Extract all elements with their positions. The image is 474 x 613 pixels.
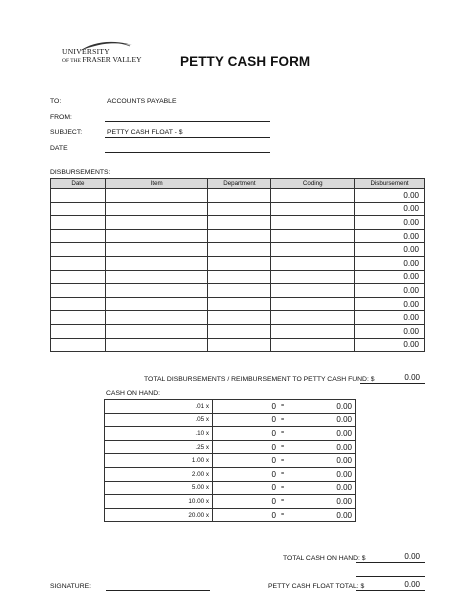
item-cell[interactable] — [105, 216, 208, 230]
disbursement-cell[interactable]: 0.00 — [355, 256, 425, 270]
denomination-cell: .25 x — [105, 440, 213, 454]
count-cell[interactable]: 0 — [213, 400, 280, 414]
department-cell[interactable] — [208, 243, 271, 257]
disbursement-row — [51, 338, 425, 352]
university-logo — [60, 42, 142, 68]
disbursement-row — [51, 256, 425, 270]
total-cash-on-hand-label: TOTAL CASH ON HAND: $ — [283, 555, 366, 562]
equals-cell: = — [279, 495, 295, 509]
total-disbursements-line — [360, 383, 425, 384]
disbursement-row — [51, 229, 425, 243]
cash-on-hand-table — [104, 399, 356, 522]
from-field[interactable] — [105, 121, 270, 122]
amount-cell: 0.00 — [295, 508, 356, 522]
department-cell[interactable] — [208, 256, 271, 270]
col-header-date: Date — [51, 179, 106, 189]
item-cell[interactable] — [105, 284, 208, 298]
disbursement-cell[interactable]: 0.00 — [355, 270, 425, 284]
department-cell[interactable] — [208, 311, 271, 325]
disbursement-cell[interactable]: 0.00 — [355, 297, 425, 311]
count-cell[interactable]: 0 — [213, 481, 280, 495]
denomination-cell: .01 x — [105, 400, 213, 414]
date-cell[interactable] — [51, 270, 106, 284]
total-cash-on-hand-line — [356, 562, 425, 563]
item-cell[interactable] — [105, 243, 208, 257]
amount-cell: 0.00 — [295, 413, 356, 427]
coding-cell[interactable] — [271, 324, 355, 338]
cash-row — [105, 508, 356, 522]
denomination-cell: 20.00 x — [105, 508, 213, 522]
disbursements-header-row — [51, 179, 425, 189]
item-cell[interactable] — [105, 256, 208, 270]
item-cell[interactable] — [105, 229, 208, 243]
cash-row — [105, 495, 356, 509]
disbursement-row — [51, 189, 425, 203]
float-total-top-line — [356, 576, 425, 577]
count-cell[interactable]: 0 — [213, 454, 280, 468]
coding-cell[interactable] — [271, 189, 355, 203]
equals-cell: = — [279, 481, 295, 495]
equals-cell: = — [279, 440, 295, 454]
amount-cell: 0.00 — [295, 454, 356, 468]
disbursement-row — [51, 202, 425, 216]
equals-cell: = — [279, 508, 295, 522]
signature-label: SIGNATURE: — [50, 583, 92, 590]
department-cell[interactable] — [208, 284, 271, 298]
item-cell[interactable] — [105, 324, 208, 338]
disbursement-cell[interactable]: 0.00 — [355, 338, 425, 352]
denomination-cell: 5.00 x — [105, 481, 213, 495]
signature-field[interactable] — [106, 590, 210, 591]
amount-cell: 0.00 — [295, 400, 356, 414]
col-header-disbursement: Disbursement — [355, 179, 425, 189]
disbursements-label: DISBURSEMENTS: — [50, 169, 111, 176]
disbursement-cell[interactable]: 0.00 — [355, 284, 425, 298]
date-cell[interactable] — [51, 202, 106, 216]
item-cell[interactable] — [105, 311, 208, 325]
disbursement-cell[interactable]: 0.00 — [355, 189, 425, 203]
date-cell[interactable] — [51, 189, 106, 203]
cash-on-hand-label: CASH ON HAND: — [106, 390, 161, 397]
cash-row — [105, 400, 356, 414]
date-cell[interactable] — [51, 256, 106, 270]
col-header-coding: Coding — [271, 179, 355, 189]
total-disbursements-label: TOTAL DISBURSEMENTS / REIMBURSEMENT TO PETTY CASH FUND: $ — [144, 376, 375, 383]
disbursement-row — [51, 243, 425, 257]
disbursement-row — [51, 324, 425, 338]
count-cell[interactable]: 0 — [213, 427, 280, 441]
cash-row — [105, 440, 356, 454]
item-cell[interactable] — [105, 202, 208, 216]
float-total-line — [356, 590, 425, 591]
equals-cell: = — [279, 413, 295, 427]
amount-cell: 0.00 — [295, 467, 356, 481]
department-cell[interactable] — [208, 338, 271, 352]
subject-label: SUBJECT: — [50, 129, 83, 136]
department-cell[interactable] — [208, 324, 271, 338]
coding-cell[interactable] — [271, 229, 355, 243]
equals-cell: = — [279, 454, 295, 468]
coding-cell[interactable] — [271, 297, 355, 311]
department-cell[interactable] — [208, 189, 271, 203]
date-cell[interactable] — [51, 297, 106, 311]
disbursement-row — [51, 284, 425, 298]
logo-line-2 — [62, 56, 142, 65]
item-cell[interactable] — [105, 270, 208, 284]
cash-row — [105, 467, 356, 481]
amount-cell: 0.00 — [295, 427, 356, 441]
coding-cell[interactable] — [271, 338, 355, 352]
denomination-cell: 1.00 x — [105, 454, 213, 468]
disbursement-cell[interactable]: 0.00 — [355, 229, 425, 243]
date-cell[interactable] — [51, 324, 106, 338]
total-disbursements-value: 0.00 — [404, 373, 420, 382]
date-field[interactable] — [105, 152, 270, 153]
date-cell[interactable] — [51, 284, 106, 298]
coding-cell[interactable] — [271, 284, 355, 298]
department-cell[interactable] — [208, 297, 271, 311]
date-cell[interactable] — [51, 243, 106, 257]
to-value: ACCOUNTS PAYABLE — [107, 98, 177, 105]
count-cell[interactable]: 0 — [213, 440, 280, 454]
disbursement-cell[interactable]: 0.00 — [355, 216, 425, 230]
item-cell[interactable] — [105, 297, 208, 311]
date-cell[interactable] — [51, 338, 106, 352]
disbursement-row — [51, 270, 425, 284]
date-cell[interactable] — [51, 311, 106, 325]
count-cell[interactable]: 0 — [213, 495, 280, 509]
equals-cell: = — [279, 427, 295, 441]
date-cell[interactable] — [51, 229, 106, 243]
amount-cell: 0.00 — [295, 495, 356, 509]
count-cell[interactable]: 0 — [213, 467, 280, 481]
col-header-department: Department — [208, 179, 271, 189]
coding-cell[interactable] — [271, 311, 355, 325]
cash-row — [105, 427, 356, 441]
coding-cell[interactable] — [271, 216, 355, 230]
disbursements-table — [50, 178, 425, 352]
date-cell[interactable] — [51, 216, 106, 230]
to-label: TO: — [50, 98, 62, 105]
equals-cell: = — [279, 467, 295, 481]
count-cell[interactable]: 0 — [213, 413, 280, 427]
disbursement-row — [51, 311, 425, 325]
cash-row — [105, 413, 356, 427]
denomination-cell: .10 x — [105, 427, 213, 441]
disbursement-cell[interactable]: 0.00 — [355, 243, 425, 257]
petty-cash-float-total-label: PETTY CASH FLOAT TOTAL: $ — [268, 583, 365, 590]
cash-row — [105, 481, 356, 495]
disbursement-cell[interactable]: 0.00 — [355, 324, 425, 338]
logo-line-1: UNIVERSITY — [62, 47, 110, 56]
equals-cell: = — [279, 400, 295, 414]
department-cell[interactable] — [208, 270, 271, 284]
disbursement-cell[interactable]: 0.00 — [355, 202, 425, 216]
logo-line-2-main: FRASER VALLEY — [82, 55, 142, 64]
item-cell[interactable] — [105, 189, 208, 203]
denomination-cell: 10.00 x — [105, 495, 213, 509]
department-cell[interactable] — [208, 229, 271, 243]
total-cash-on-hand-value: 0.00 — [404, 552, 420, 561]
item-cell[interactable] — [105, 338, 208, 352]
coding-cell[interactable] — [271, 243, 355, 257]
from-label: FROM: — [50, 114, 72, 121]
page-title: PETTY CASH FORM — [180, 54, 311, 69]
department-cell[interactable] — [208, 202, 271, 216]
count-cell[interactable]: 0 — [213, 508, 280, 522]
petty-cash-float-total-value: 0.00 — [404, 580, 420, 589]
amount-cell: 0.00 — [295, 440, 356, 454]
amount-cell: 0.00 — [295, 481, 356, 495]
cash-row — [105, 454, 356, 468]
date-label: DATE — [50, 145, 68, 152]
disbursement-row — [51, 216, 425, 230]
disbursement-row — [51, 297, 425, 311]
subject-field[interactable] — [105, 137, 270, 138]
col-header-item: Item — [105, 179, 208, 189]
department-cell[interactable] — [208, 216, 271, 230]
denomination-cell: .05 x — [105, 413, 213, 427]
coding-cell[interactable] — [271, 202, 355, 216]
coding-cell[interactable] — [271, 256, 355, 270]
disbursement-cell[interactable]: 0.00 — [355, 311, 425, 325]
denomination-cell: 2.00 x — [105, 467, 213, 481]
logo-line-2-prefix: OF THE — [62, 58, 81, 64]
subject-value: PETTY CASH FLOAT - $ — [107, 129, 183, 136]
coding-cell[interactable] — [271, 270, 355, 284]
